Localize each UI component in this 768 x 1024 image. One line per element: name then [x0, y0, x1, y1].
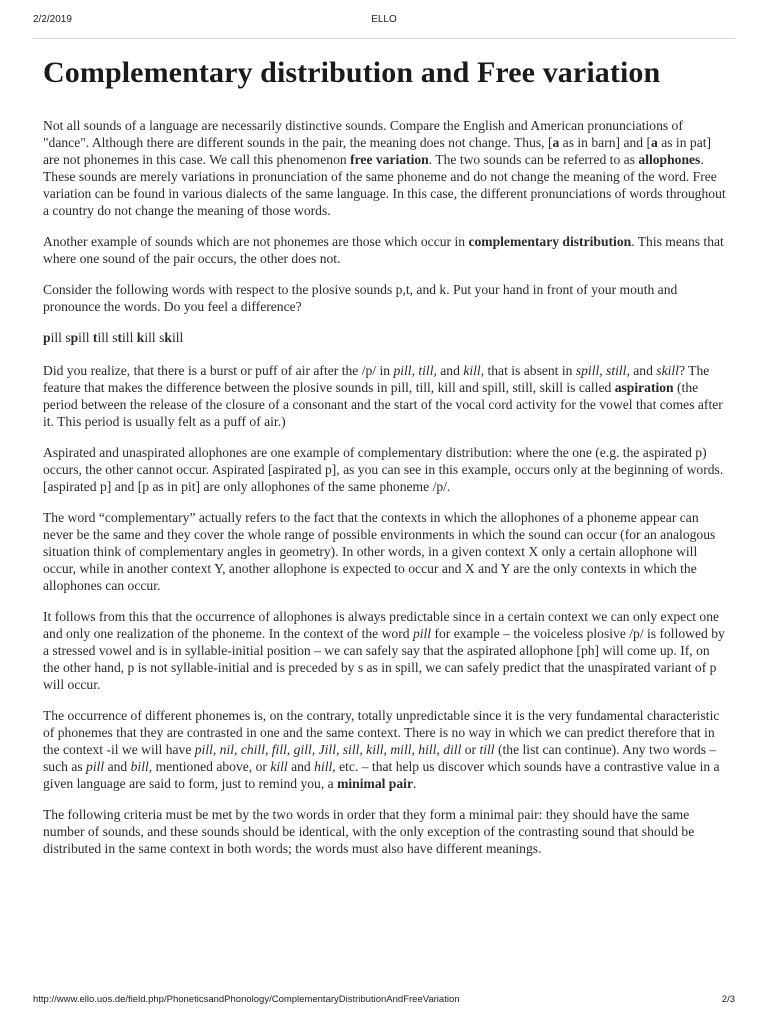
header-divider [33, 38, 735, 39]
example-words [43, 329, 726, 346]
example-word: kill [136, 330, 156, 345]
paragraph-free-variation: Not all sounds of a language are necessarily distinctive sounds. Compare the English and American pronunciations of "dance". Although there are different sounds in the pair, the meaning does not change. Thus, [a as in barn] and [a as in pat] are not phonemes in this case. We call this phenomenon free variation. The two sounds can be referred to as allophones. These sounds are merely variations in pronunciation of the same phoneme and do not change the meaning of the word. Free variation can be found in various dialects of the same language. In this case, the different pronunciations of words throughout a country do not change the meaning of those words. [43, 118, 726, 218]
term-minimal-pair: minimal pair [337, 776, 413, 791]
example-word: skill [159, 330, 184, 345]
site-name: ELLO [371, 14, 397, 25]
example-word: pill [43, 330, 62, 345]
print-header [33, 14, 735, 30]
term-complementary-distribution: complementary distribution [468, 234, 632, 249]
example-word: till [92, 330, 109, 345]
example-word: still [112, 330, 134, 345]
paragraph-criteria: The following criteria must be met by the two words in order that they form a minimal pair: they should have the same number of sounds, and these sounds should be identical, with the only exception of the contrasting sound that should be distributed in the same context in both words; the words must also have different meanings. [43, 807, 695, 856]
paragraph-aspiration: Did you realize, that there is a burst or puff of air after the /p/ in pill, till, and kill, that is absent in spill, still, and skill? The feature that makes the difference between the plosive sounds in pill, till, kill and spill, still, skill is called aspiration (the period between the release of the closure of a consonant and the start of the vocal cord activity for the vowel that comes after it. This period is usually felt as a puff of air.) [43, 363, 723, 429]
paragraph-complementary: Another example of sounds which are not phonemes are those which occur in complementary distribution. This means that where one sound of the pair occurs, the other does not. [43, 234, 724, 266]
paragraph-unpredictable: The occurrence of different phonemes is, on the contrary, totally unpredictable since it is the very fundamental characteristic of phonemes that they are contrasted in one and the same context. There is no way in which we can predict therefore that in the context -il we will have pill, nil, chill, fill, gill, Jill, sill, kill, mill, hill, dill or till (the list can continue). Any two words – such as pill and bill, mentioned above, or kill and hill, etc. – that help us discover which sounds have a contrastive value in a given language are said to form, just to remind you, a minimal pair. [43, 708, 720, 791]
paragraph-complementary-meaning: The word “complementary” actually refers to the fact that the contexts in which the allophones of a phoneme appear can never be the same and they cover the whole range of possible environments in which the sound can occur (for an analogous situation think of complementary angles in geometry). In other words, in a given context X only a certain allophone will occur, while in another context Y, another allophone is expected to occur and X and Y are the only contexts in which the allophones can occur. [43, 510, 716, 593]
term-free-variation: free variation [350, 152, 429, 167]
term-aspiration: aspiration [614, 380, 674, 395]
example-word: spill [65, 330, 90, 345]
article-body [43, 117, 726, 871]
paragraph-predictable: It follows from this that the occurrence of allophones is always predictable since in a certain context we can only expect one and only one realization of the phoneme. In the context of the word pill for example – the voiceless plosive /p/ is followed by a stressed vowel and is in syllable-initial position – we can safely say that the aspirated allophone [ph] will come up. If, on the other hand, p is not syllable-initial and is preceded by s as in spill, we can safely predict that the unaspirated variant of p will occur. [43, 609, 725, 692]
print-date: 2/2/2019 [33, 14, 72, 25]
source-url-link[interactable]: http://www.ello.uos.de/field.php/PhoneticsandPhonology/ComplementaryDistributionAndFreeVariation [33, 994, 460, 1005]
paragraph-plosives: Consider the following words with respect to the plosive sounds p,t, and k. Put your hand in front of your mouth and pronounce the words. Do you feel a difference? [43, 282, 678, 314]
page-title: Complementary distribution and Free variation [43, 56, 661, 89]
term-allophones: allophones [638, 152, 701, 167]
page-number: 2/3 [721, 994, 735, 1005]
paragraph-aspirated-allophones: Aspirated and unaspirated allophones are one example of complementary distribution: where the one (e.g. the aspirated p) occurs, the other cannot occur. Aspirated [aspirated p], as you can see in this example, occurs only at the beginning of words. [aspirated p] and [p as in pit] are only allophones of the same phoneme /p/. [43, 445, 724, 494]
